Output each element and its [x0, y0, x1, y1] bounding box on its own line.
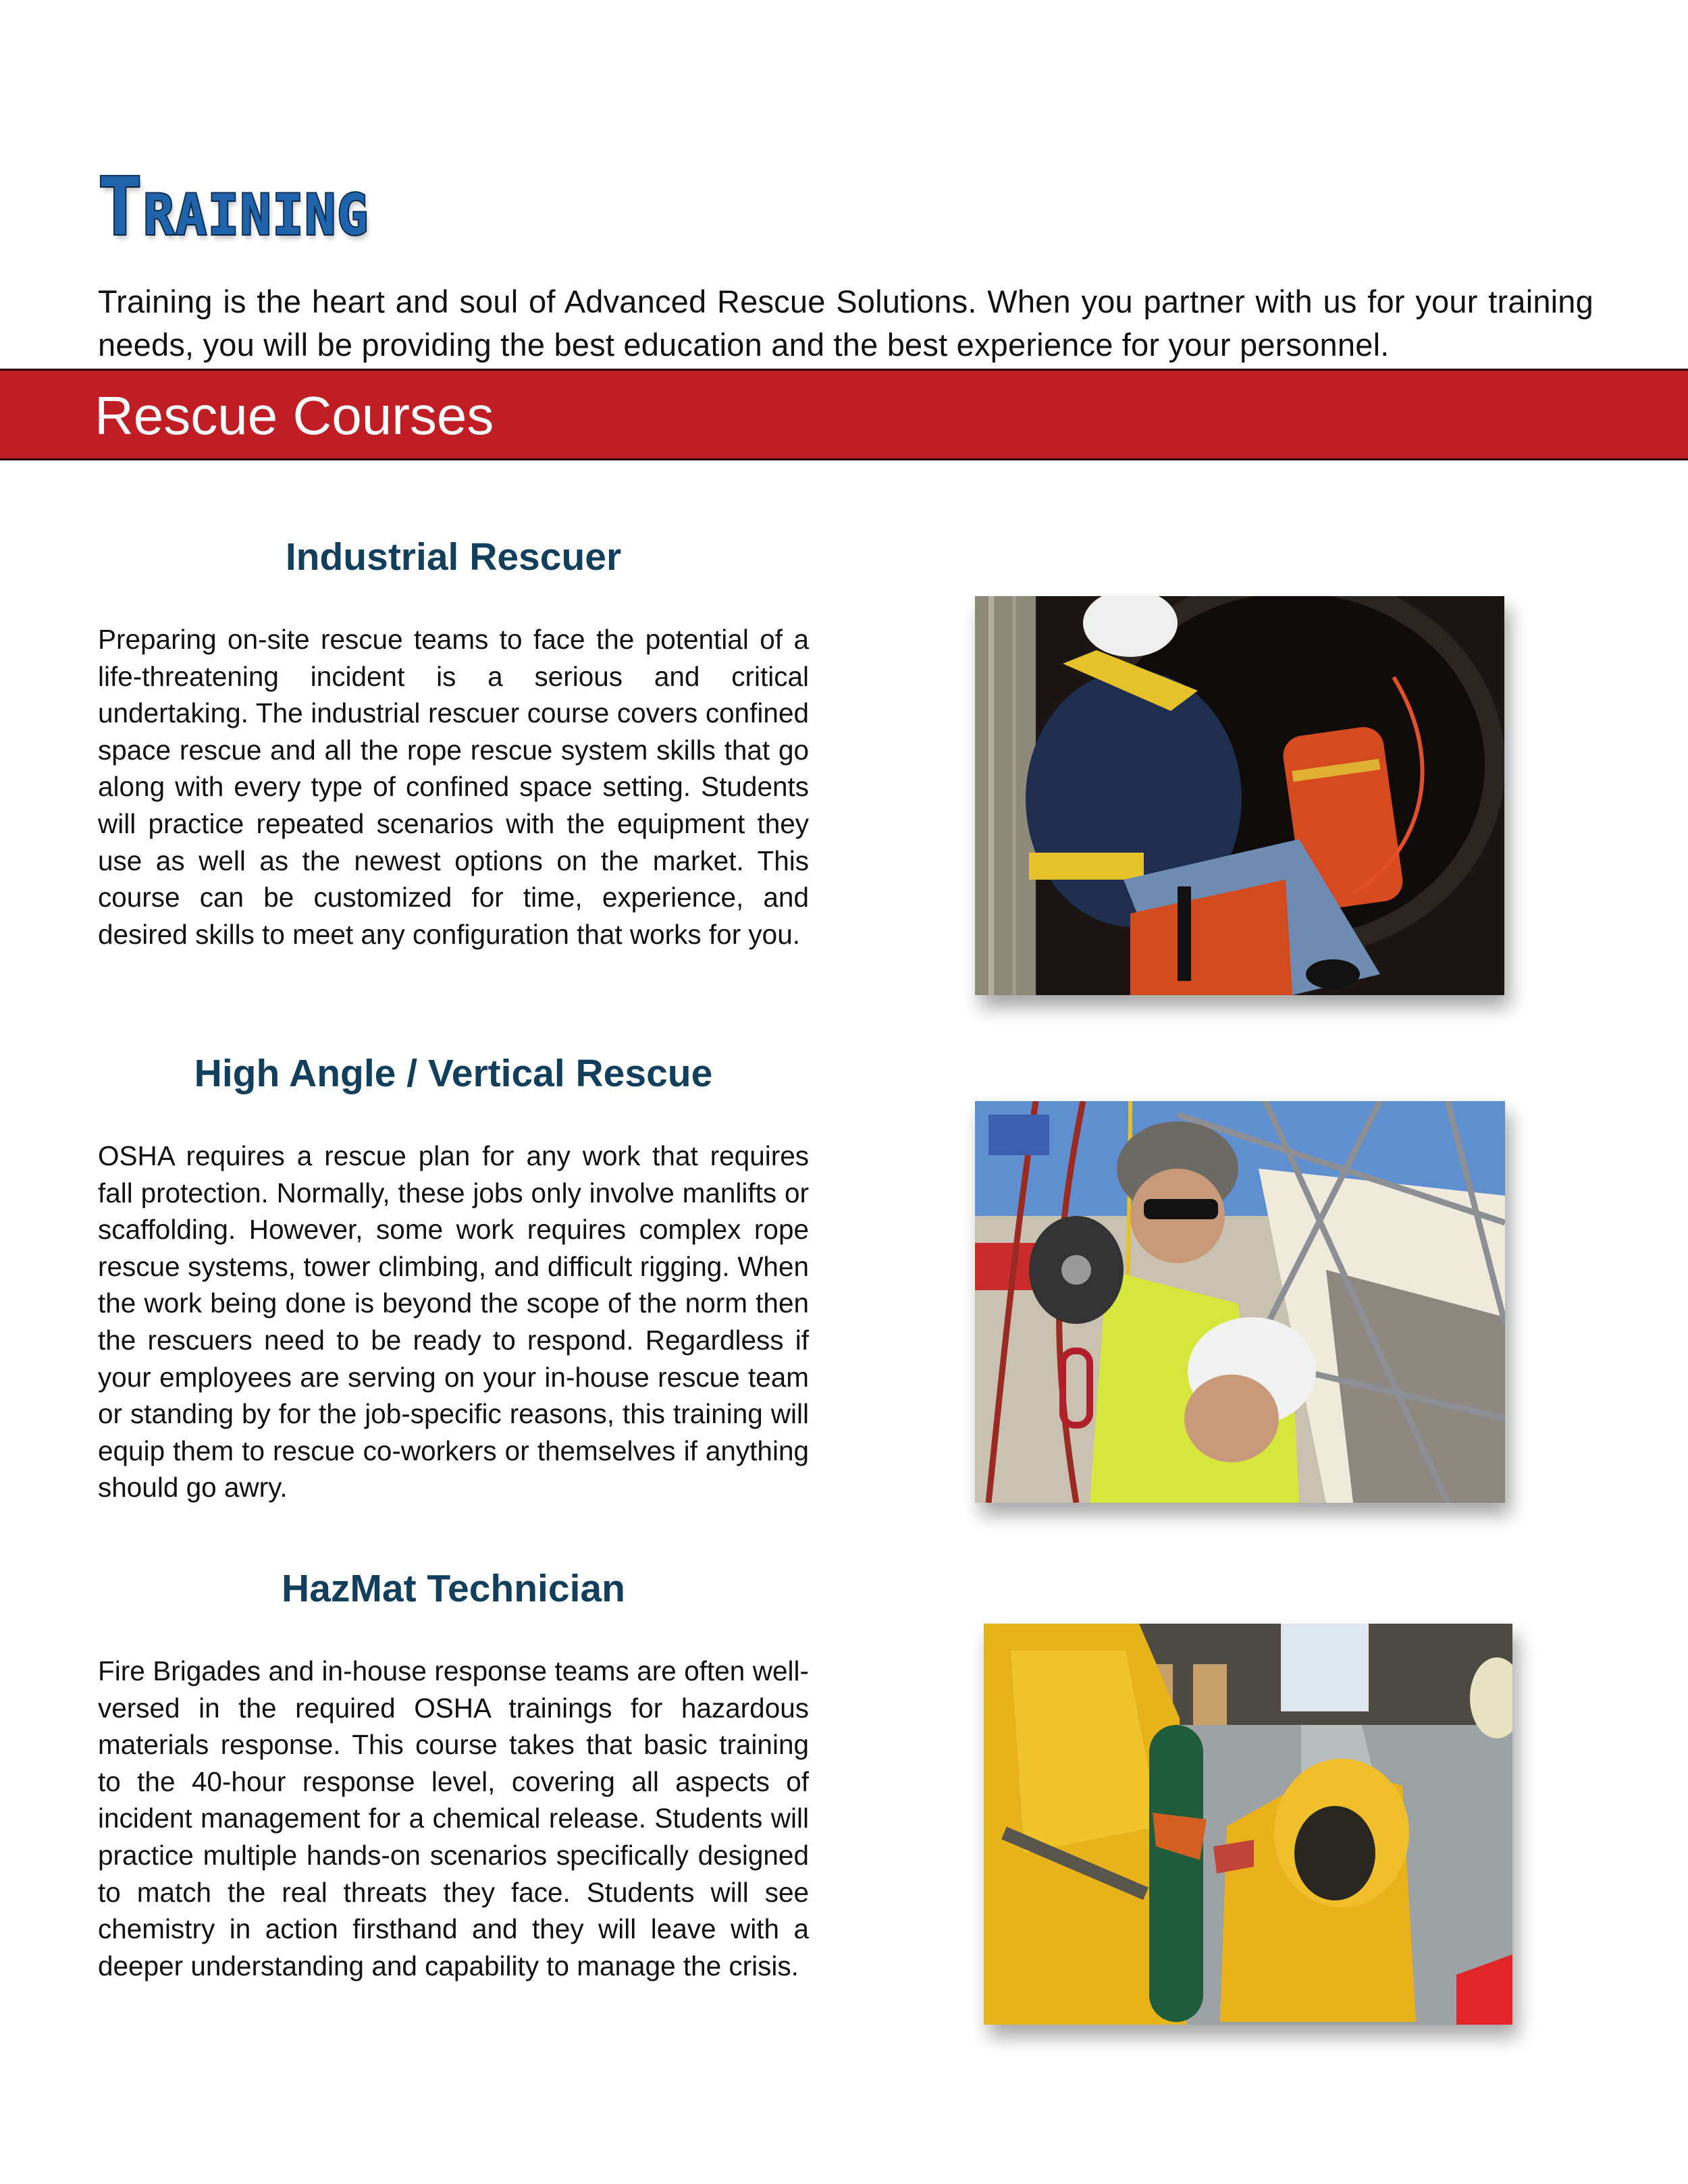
course-title: Industrial Rescuer: [285, 535, 622, 579]
course-photo-industrial-rescuer: [975, 596, 1504, 995]
photo-scaffold-rescue-icon: [975, 1101, 1505, 1503]
course-industrial-rescuer: [98, 533, 809, 953]
intro-paragraph: Training is the heart and soul of Advanced Rescue Solutions. When you partner with us for your training needs, you will be providing the best education and the best experience for your personnel.: [98, 284, 1593, 363]
section-banner-label: Rescue Courses: [95, 385, 494, 446]
course-high-angle-vertical-rescue: [98, 1050, 809, 1506]
course-title: High Angle / Vertical Rescue: [194, 1052, 713, 1095]
course-photo-hazmat-technician: [984, 1624, 1512, 2025]
course-description: Fire Brigades and in-house response teams are often well-versed in the required OSHA trainings for hazardous materials response. This course takes that basic training to the 40-hour response level, covering all aspects of incident management for a chemical release. Students will practice multiple hands-on scenarios specifically designed to match the real threats they face. Students will see chemistry in action firsthand and they will leave with a deeper understanding and capability to manage the crisis.: [98, 1655, 809, 1981]
section-banner: [0, 369, 1688, 460]
course-photo-high-angle-rescue: [975, 1101, 1505, 1503]
photo-hazmat-suits-icon: [984, 1624, 1512, 2025]
page-title: Training: [98, 160, 369, 254]
course-description: OSHA requires a rescue plan for any work that requires fall protection. Normally, these jobs only involve manlifts or scaffolding. However, some work requires complex rope rescue systems, tower climbing, and difficult rigging. When the work being done is beyond the scope of the norm then the rescuers need to be ready to respond. Regardless if your employees are serving on your in-house rescue team or standing by for the job-specific reasons, this training will equip them to rescue co-workers or themselves if anything should go awry.: [98, 1140, 809, 1503]
photo-confined-space-icon: [975, 596, 1504, 995]
course-title: HazMat Technician: [282, 1567, 625, 1610]
course-hazmat-technician: [98, 1565, 809, 1984]
course-description: Preparing on-site rescue teams to face the potential of a life-threatening incident is a serious and critical undertaking. The industrial rescuer course covers confined space rescue and all the rope rescue system skills that go along with every type of confined space setting. Students will practice repeated scenarios with the equipment they use as well as the newest options on the market. This course can be customized for time, experience, and desired skills to meet any configuration that works for you.: [98, 624, 809, 950]
